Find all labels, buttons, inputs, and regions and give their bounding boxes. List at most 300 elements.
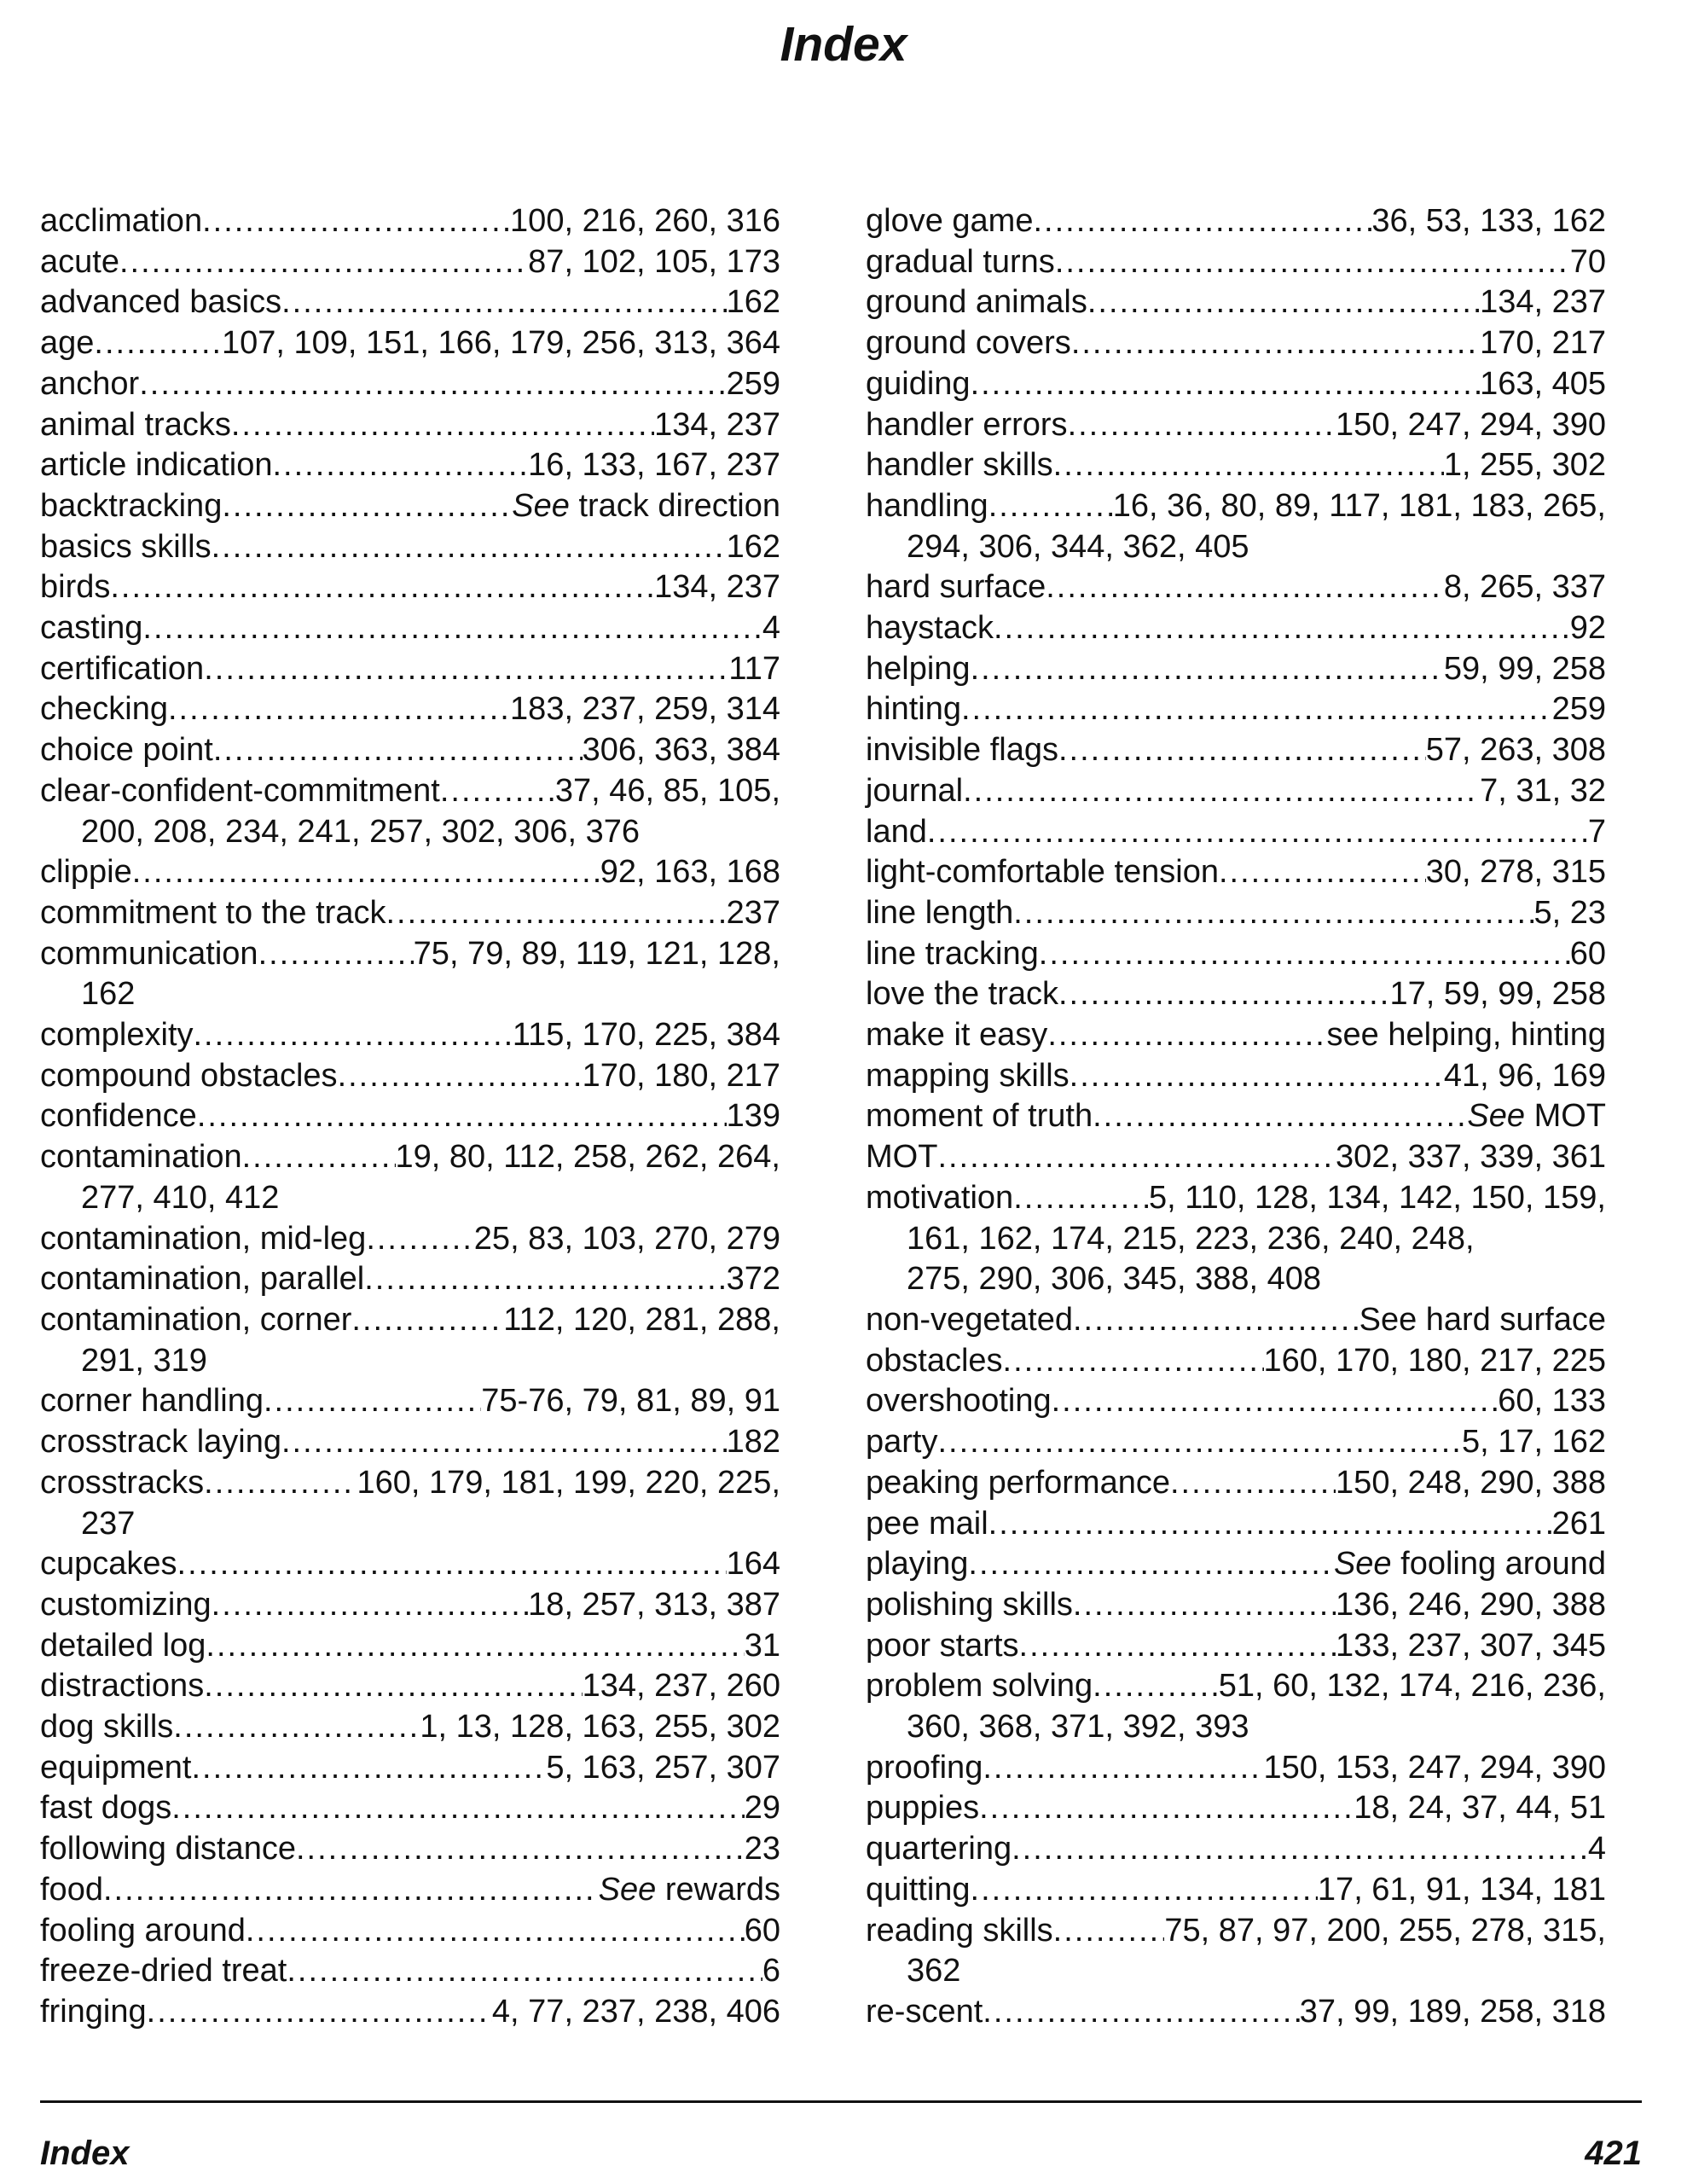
- index-pages: [1444, 445, 1606, 486]
- page-numbers: 30, 278, 315: [1425, 854, 1606, 891]
- page-numbers: 92, 163, 168: [600, 854, 780, 891]
- index-entry: [866, 1992, 1606, 2033]
- page-numbers: 160, 170, 180, 217, 225: [1263, 1342, 1606, 1379]
- index-entry: [866, 445, 1606, 486]
- footer-divider: [40, 2100, 1642, 2103]
- dot-leader: [1053, 1911, 1165, 1952]
- index-pages: [1444, 567, 1606, 608]
- index-entry: [40, 1870, 780, 1911]
- dot-leader: [204, 1463, 357, 1504]
- index-pages: [745, 1626, 780, 1667]
- dot-leader: [1003, 1341, 1264, 1382]
- page-numbers: 37, 99, 189, 258, 318: [1299, 1993, 1606, 2030]
- dot-leader: [287, 1951, 762, 1992]
- index-term: freeze-dried treat: [40, 1953, 287, 1989]
- page-numbers: 17, 61, 91, 134, 181: [1317, 1871, 1606, 1908]
- index-entry: [866, 567, 1606, 608]
- index-entry: [866, 364, 1606, 405]
- index-term: basics skills: [40, 528, 212, 565]
- index-entry: [40, 567, 780, 608]
- index-term: contamination, corner: [40, 1301, 352, 1338]
- dot-leader: [937, 1137, 1336, 1178]
- page-numbers: 23: [744, 1831, 780, 1867]
- index-term: clear-confident-commitment: [40, 772, 440, 809]
- dot-leader: [272, 445, 528, 486]
- index-term: backtracking: [40, 487, 223, 524]
- index-pages: [727, 1422, 780, 1463]
- page-numbers: 133, 237, 307, 345: [1336, 1627, 1606, 1664]
- index-term: certification: [40, 650, 205, 687]
- index-term: reading skills: [866, 1912, 1053, 1949]
- index-entry: [866, 1504, 1606, 1545]
- page-numbers: 29: [744, 1790, 780, 1827]
- dot-leader: [988, 1504, 1552, 1545]
- index-pages: [1588, 1829, 1606, 1870]
- page-numbers: 182: [726, 1424, 780, 1461]
- page-numbers: 6: [762, 1953, 780, 1989]
- page-numbers: 60: [1569, 935, 1606, 972]
- page-numbers: 117: [728, 650, 780, 687]
- index-entry: [866, 242, 1606, 283]
- dot-leader: [168, 689, 510, 730]
- index-entry: [40, 649, 780, 690]
- dot-leader: [231, 405, 654, 446]
- index-entry: [40, 608, 780, 649]
- index-pages: [1336, 1626, 1606, 1667]
- index-pages: [414, 934, 780, 975]
- page-numbers: 170, 217: [1480, 325, 1606, 362]
- dot-leader: [1093, 1096, 1467, 1137]
- index-entry: [40, 1626, 780, 1667]
- index-pages: [513, 1015, 780, 1056]
- footer-section-label: Index: [40, 2135, 130, 2172]
- index-pages: [546, 1748, 780, 1789]
- index-entry: [40, 934, 780, 1015]
- page-numbers: MOT: [1533, 1098, 1606, 1135]
- index-pages: [1149, 1178, 1606, 1219]
- index-pages: [745, 1788, 780, 1829]
- dot-leader: [1013, 893, 1533, 934]
- index-pages: [503, 1300, 780, 1341]
- index-entry: [40, 1829, 780, 1870]
- index-entry: [40, 1544, 780, 1585]
- dot-leader: [204, 649, 728, 690]
- index-term: quartering: [866, 1831, 1012, 1867]
- dot-leader: [1071, 323, 1480, 364]
- index-term: land: [866, 813, 927, 850]
- dot-leader: [197, 1096, 727, 1137]
- page-numbers: 18, 257, 313, 387: [528, 1586, 780, 1623]
- page-numbers: 150, 248, 290, 388: [1336, 1464, 1606, 1501]
- index-pages: [727, 527, 780, 568]
- index-continuation: 162: [81, 976, 136, 1013]
- index-entry: [866, 1585, 1606, 1626]
- dot-leader: [1058, 730, 1426, 771]
- dot-leader: [142, 608, 762, 649]
- page-numbers: 60, 133: [1498, 1383, 1606, 1420]
- page-numbers: 87, 102, 105, 173: [528, 243, 780, 280]
- index-term: hinting: [866, 691, 961, 728]
- page-numbers: 261: [1551, 1505, 1606, 1542]
- index-entry: [866, 649, 1606, 690]
- index-pages: [481, 1381, 780, 1422]
- index-entry: [40, 1381, 780, 1422]
- index-pages: [1113, 486, 1606, 527]
- page-numbers: 4: [1587, 1831, 1606, 1867]
- index-term: make it easy: [866, 1017, 1048, 1054]
- index-term: quitting: [866, 1871, 971, 1908]
- dot-leader: [351, 1300, 503, 1341]
- index-pages: [727, 1259, 780, 1300]
- index-entry: [40, 1666, 780, 1707]
- dot-leader: [173, 1707, 420, 1748]
- index-pages: [728, 649, 780, 690]
- dot-leader: [1033, 201, 1371, 242]
- index-pages: [1389, 974, 1606, 1015]
- index-entry: [866, 974, 1606, 1015]
- index-term: acclimation: [40, 203, 203, 239]
- index-entry: [40, 1056, 780, 1097]
- index-column-left: [40, 201, 780, 2033]
- index-pages: [654, 405, 780, 446]
- page-numbers: 16, 36, 80, 89, 117, 181, 183, 265,: [1112, 487, 1606, 524]
- dot-leader: [1019, 1626, 1336, 1667]
- index-entry: [866, 1300, 1606, 1341]
- index-entry: [40, 445, 780, 486]
- page-numbers: 164: [726, 1546, 780, 1583]
- index-term: party: [866, 1424, 938, 1461]
- page-numbers: rewards: [664, 1871, 780, 1908]
- index-entry: [40, 730, 780, 771]
- index-term: MOT: [866, 1139, 938, 1176]
- index-pages: [727, 1544, 780, 1585]
- dot-leader: [1087, 282, 1480, 323]
- index-pages: [1371, 201, 1606, 242]
- dot-leader: [1170, 1463, 1336, 1504]
- dot-leader: [264, 1381, 481, 1422]
- page-numbers: 150, 153, 247, 294, 390: [1263, 1749, 1606, 1786]
- index-term: hard surface: [866, 569, 1046, 606]
- page-numbers: 163, 405: [1480, 365, 1606, 402]
- index-entry: [40, 1137, 780, 1218]
- index-entry: [866, 689, 1606, 730]
- index-entry: [866, 1422, 1606, 1463]
- index-entry: [866, 1911, 1606, 1992]
- index-term: playing: [866, 1546, 969, 1583]
- index-entry: [866, 1870, 1606, 1911]
- index-entry: [40, 201, 780, 242]
- index-term: following distance: [40, 1831, 296, 1867]
- index-term: non-vegetated: [866, 1301, 1073, 1338]
- see-reference-label: See: [1467, 1098, 1525, 1135]
- index-pages: [1552, 1504, 1606, 1545]
- index-term: ground covers: [866, 325, 1071, 362]
- page-numbers: 75-76, 79, 81, 89, 91: [481, 1383, 780, 1420]
- index-pages: [1462, 1422, 1606, 1463]
- dot-leader: [222, 486, 512, 527]
- dot-leader: [1053, 445, 1444, 486]
- index-continuation: 362: [907, 1953, 961, 1989]
- index-pages: [1336, 1585, 1606, 1626]
- index-entry: [866, 1788, 1606, 1829]
- index-pages: [1480, 771, 1606, 812]
- index-pages: [420, 1707, 780, 1748]
- dot-leader: [94, 323, 222, 364]
- dot-leader: [242, 1137, 396, 1178]
- page-number: 421: [1585, 2135, 1642, 2172]
- index-entry: [866, 608, 1606, 649]
- index-entry: [866, 812, 1606, 853]
- index-term: clippie: [40, 854, 132, 891]
- page-numbers: 1, 255, 302: [1443, 447, 1606, 484]
- index-pages: [762, 608, 780, 649]
- index-entry: [866, 1015, 1606, 1056]
- index-entry: [40, 893, 780, 934]
- dot-leader: [119, 242, 528, 283]
- page-numbers: 1, 13, 128, 163, 255, 302: [420, 1709, 780, 1745]
- index-term: birds: [40, 569, 111, 606]
- index-pages: [1426, 730, 1606, 771]
- index-pages: [1336, 1463, 1606, 1504]
- page-numbers: 37, 46, 85, 105,: [554, 772, 780, 809]
- page-numbers: 162: [726, 528, 780, 565]
- dot-leader: [364, 1259, 726, 1300]
- index-term: pee mail: [866, 1505, 988, 1542]
- dot-leader: [366, 1219, 473, 1260]
- page-numbers: 31: [744, 1627, 780, 1664]
- see-reference-label: See: [512, 487, 570, 524]
- index-entry: [866, 1096, 1606, 1137]
- page-numbers: 17, 59, 99, 258: [1389, 976, 1606, 1013]
- page-numbers: 139: [726, 1098, 780, 1135]
- dot-leader: [1013, 1178, 1149, 1219]
- index-pages: [1552, 689, 1606, 730]
- index-term: guiding: [866, 365, 971, 402]
- index-pages: [1444, 1056, 1606, 1097]
- index-entry: [866, 1748, 1606, 1789]
- index-pages: [1219, 1666, 1606, 1707]
- index-continuation: 294, 306, 344, 362, 405: [907, 528, 1249, 565]
- page-numbers: 306, 363, 384: [582, 732, 780, 769]
- page-numbers: 372: [726, 1261, 780, 1298]
- index-pages: [1467, 1096, 1606, 1137]
- page-numbers: 16, 133, 167, 237: [528, 447, 780, 484]
- index-term: moment of truth: [866, 1098, 1093, 1135]
- index-entry: [866, 282, 1606, 323]
- dot-leader: [963, 771, 1480, 812]
- index-term: fooling around: [40, 1912, 246, 1949]
- index-pages: [474, 1219, 780, 1260]
- dot-leader: [1073, 1300, 1359, 1341]
- dot-leader: [971, 364, 1481, 405]
- page-numbers: 107, 109, 151, 166, 179, 256, 313, 364: [221, 325, 780, 362]
- dot-leader: [994, 608, 1570, 649]
- index-term: fast dogs: [40, 1790, 172, 1827]
- dot-leader: [1058, 974, 1389, 1015]
- index-entry: [40, 486, 780, 527]
- page-title: Index: [780, 17, 907, 72]
- index-pages: [727, 893, 780, 934]
- page-numbers: 162: [726, 284, 780, 321]
- page-numbers: 134, 237, 260: [582, 1668, 780, 1705]
- index-entry: [40, 852, 780, 893]
- dot-leader: [1068, 405, 1336, 446]
- index-pages: [222, 323, 780, 364]
- index-pages: [583, 1056, 780, 1097]
- index-pages: [654, 567, 780, 608]
- index-pages: [510, 201, 780, 242]
- page-numbers: 160, 179, 181, 199, 220, 225,: [357, 1464, 780, 1501]
- index-pages: [528, 242, 780, 283]
- index-term: problem solving: [866, 1668, 1093, 1705]
- index-pages: [512, 486, 780, 527]
- index-term: commitment to the track: [40, 894, 386, 931]
- index-entry: [40, 405, 780, 446]
- index-term: line tracking: [866, 935, 1039, 972]
- index-pages: [528, 1585, 780, 1626]
- dot-leader: [979, 1788, 1354, 1829]
- index-continuation: 200, 208, 234, 241, 257, 302, 306, 376: [81, 813, 641, 850]
- dot-leader: [191, 1748, 546, 1789]
- dot-leader: [927, 812, 1588, 853]
- index-term: equipment: [40, 1749, 192, 1786]
- index-term: overshooting: [866, 1383, 1052, 1420]
- page-numbers: 5, 110, 128, 134, 142, 150, 159,: [1149, 1179, 1606, 1216]
- index-entry: [40, 282, 780, 323]
- page-numbers: 18, 24, 37, 44, 51: [1354, 1790, 1606, 1827]
- index-pages: [1444, 649, 1606, 690]
- index-term: haystack: [866, 610, 994, 647]
- dot-leader: [194, 1015, 513, 1056]
- index-entry: [40, 1300, 780, 1381]
- index-pages: [1264, 1341, 1606, 1382]
- index-pages: [1570, 934, 1606, 975]
- page-numbers: 4: [762, 610, 780, 647]
- dot-leader: [212, 1585, 529, 1626]
- index-term: peaking performance: [866, 1464, 1170, 1501]
- index-term: contamination: [40, 1139, 242, 1176]
- index-term: advanced basics: [40, 284, 282, 321]
- page-numbers: 100, 216, 260, 316: [510, 203, 780, 239]
- dot-leader: [1219, 852, 1426, 893]
- index-continuation: 237: [81, 1505, 136, 1542]
- dot-leader: [281, 1422, 727, 1463]
- index-pages: [1327, 1015, 1606, 1056]
- page-numbers: 302, 337, 339, 361: [1336, 1139, 1606, 1176]
- dot-leader: [386, 893, 726, 934]
- index-term: fringing: [40, 1993, 147, 2030]
- dot-leader: [212, 527, 727, 568]
- index-pages: [1480, 364, 1606, 405]
- index-pages: [1164, 1911, 1606, 1952]
- page-numbers: 134, 237: [654, 569, 780, 606]
- dot-leader: [1073, 1585, 1336, 1626]
- index-pages: [1334, 1544, 1606, 1585]
- index-entry: [866, 1381, 1606, 1422]
- index-entry: [866, 323, 1606, 364]
- page-numbers: 75, 79, 89, 119, 121, 128,: [413, 935, 780, 972]
- dot-leader: [281, 282, 727, 323]
- see-reference-label: See: [598, 1871, 657, 1908]
- index-term: crosstrack laying: [40, 1424, 281, 1461]
- page-numbers: 170, 180, 217: [582, 1057, 780, 1094]
- page-numbers: 112, 120, 281, 288,: [503, 1301, 780, 1338]
- index-term: dog skills: [40, 1709, 174, 1745]
- page-numbers: 59, 99, 258: [1443, 650, 1606, 687]
- index-entry: [866, 405, 1606, 446]
- index-entry: [866, 486, 1606, 567]
- dot-leader: [1055, 242, 1570, 283]
- index-term: puppies: [866, 1790, 980, 1827]
- index-term: motivation: [866, 1179, 1014, 1216]
- index-entry: [866, 771, 1606, 812]
- index-term: compound obstacles: [40, 1057, 338, 1094]
- index-pages: [1533, 893, 1606, 934]
- index-continuation: 277, 410, 412: [81, 1179, 280, 1216]
- index-term: handler skills: [866, 447, 1053, 484]
- index-term: ground animals: [866, 284, 1087, 321]
- index-term: complexity: [40, 1017, 194, 1054]
- index-term: cupcakes: [40, 1546, 177, 1583]
- index-entry: [866, 893, 1606, 934]
- index-entry: [40, 1219, 780, 1260]
- index-column-right: [866, 201, 1606, 2033]
- page-numbers: 51, 60, 132, 174, 216, 236,: [1218, 1668, 1606, 1705]
- dot-leader: [338, 1056, 583, 1097]
- index-pages: [492, 1992, 780, 2033]
- index-pages: [600, 852, 780, 893]
- index-entry: [40, 242, 780, 283]
- index-entry: [866, 1666, 1606, 1747]
- index-continuation: 275, 290, 306, 345, 388, 408: [907, 1261, 1321, 1298]
- dot-leader: [1039, 934, 1570, 975]
- index-pages: [1318, 1870, 1606, 1911]
- dot-leader: [971, 1870, 1318, 1911]
- index-pages: [599, 1870, 780, 1911]
- page-numbers: 259: [1551, 691, 1606, 728]
- dot-leader: [147, 1992, 492, 2033]
- index-term: re-scent: [866, 1993, 983, 2030]
- index-term: mapping skills: [866, 1057, 1070, 1094]
- index-pages: [555, 771, 780, 812]
- index-term: choice point: [40, 732, 213, 769]
- index-pages: [583, 1666, 780, 1707]
- index-pages: [1300, 1992, 1606, 2033]
- index-continuation: 291, 319: [81, 1342, 207, 1379]
- index-entry: [40, 1788, 780, 1829]
- index-term: obstacles: [866, 1342, 1003, 1379]
- index-pages: [727, 282, 780, 323]
- index-entry: [866, 1056, 1606, 1097]
- index-pages: [357, 1463, 780, 1504]
- index-entry: [40, 1015, 780, 1056]
- index-term: article indication: [40, 447, 273, 484]
- index-entry: [866, 1829, 1606, 1870]
- page-numbers: 75, 87, 97, 200, 255, 278, 315,: [1164, 1912, 1606, 1949]
- index-entry: [866, 934, 1606, 975]
- page-numbers: 150, 247, 294, 390: [1336, 406, 1606, 443]
- index-entry: [40, 1259, 780, 1300]
- index-pages: [727, 364, 780, 405]
- index-entry: [40, 364, 780, 405]
- index-pages: [1264, 1748, 1606, 1789]
- page-numbers: track direction: [578, 487, 780, 524]
- dot-leader: [1093, 1666, 1219, 1707]
- index-term: invisible flags: [866, 732, 1058, 769]
- index-term: anchor: [40, 365, 140, 402]
- index-term: handler errors: [866, 406, 1068, 443]
- dot-leader: [246, 1911, 745, 1952]
